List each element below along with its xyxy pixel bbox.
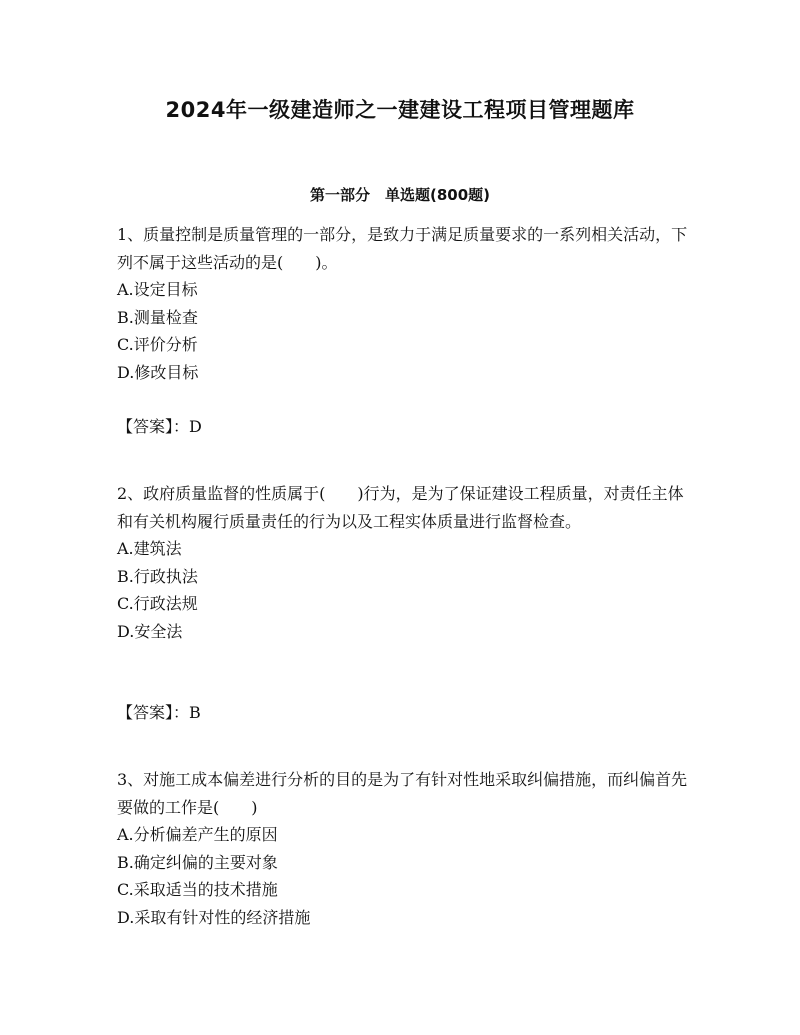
answer-label: 【答案】： — [117, 417, 190, 436]
option-c: C.评价分析 — [117, 335, 198, 354]
question-2 — [117, 480, 692, 645]
answer-2 — [117, 699, 692, 727]
answer-value: D — [189, 417, 202, 436]
option-d: D.安全法 — [117, 621, 183, 641]
option-b: B.行政执法 — [117, 566, 198, 586]
question-stem: 1、质量控制是质量管理的一部分，是致力于满足质量要求的一系列相关活动，下列不属于这些活动的是( )。 — [117, 225, 688, 272]
option-b: B.确定纠偏的主要对象 — [117, 852, 278, 872]
option-a: A.分析偏差产生的原因 — [117, 825, 278, 844]
answer-1 — [117, 413, 692, 441]
answer-label: 【答案】： — [117, 703, 190, 722]
option-a: A.建筑法 — [117, 539, 182, 558]
question-3 — [117, 766, 692, 931]
section-heading: 第一部分 单选题(800题) — [309, 186, 491, 204]
option-a: A.设定目标 — [117, 280, 198, 299]
option-d: D.修改目标 — [117, 362, 199, 382]
option-c: C.采取适当的技术措施 — [117, 880, 278, 899]
question-stem: 3、对施工成本偏差进行分析的目的是为了有针对性地采取纠偏措施，而纠偏首先要做的工作是( ) — [117, 770, 688, 817]
answer-value: B — [189, 703, 201, 722]
option-c: C.行政法规 — [117, 594, 198, 613]
document-title: 2024年一级建造师之一建建设工程项目管理题库 — [165, 98, 635, 122]
option-d: D.采取有针对性的经济措施 — [117, 907, 311, 927]
option-b: B.测量检查 — [117, 307, 198, 327]
question-stem: 2、政府质量监督的性质属于( )行为，是为了保证建设工程质量，对责任主体和有关机构履行质量责任的行为以及工程实体质量进行监督检查。 — [117, 484, 684, 531]
question-1 — [117, 221, 692, 386]
